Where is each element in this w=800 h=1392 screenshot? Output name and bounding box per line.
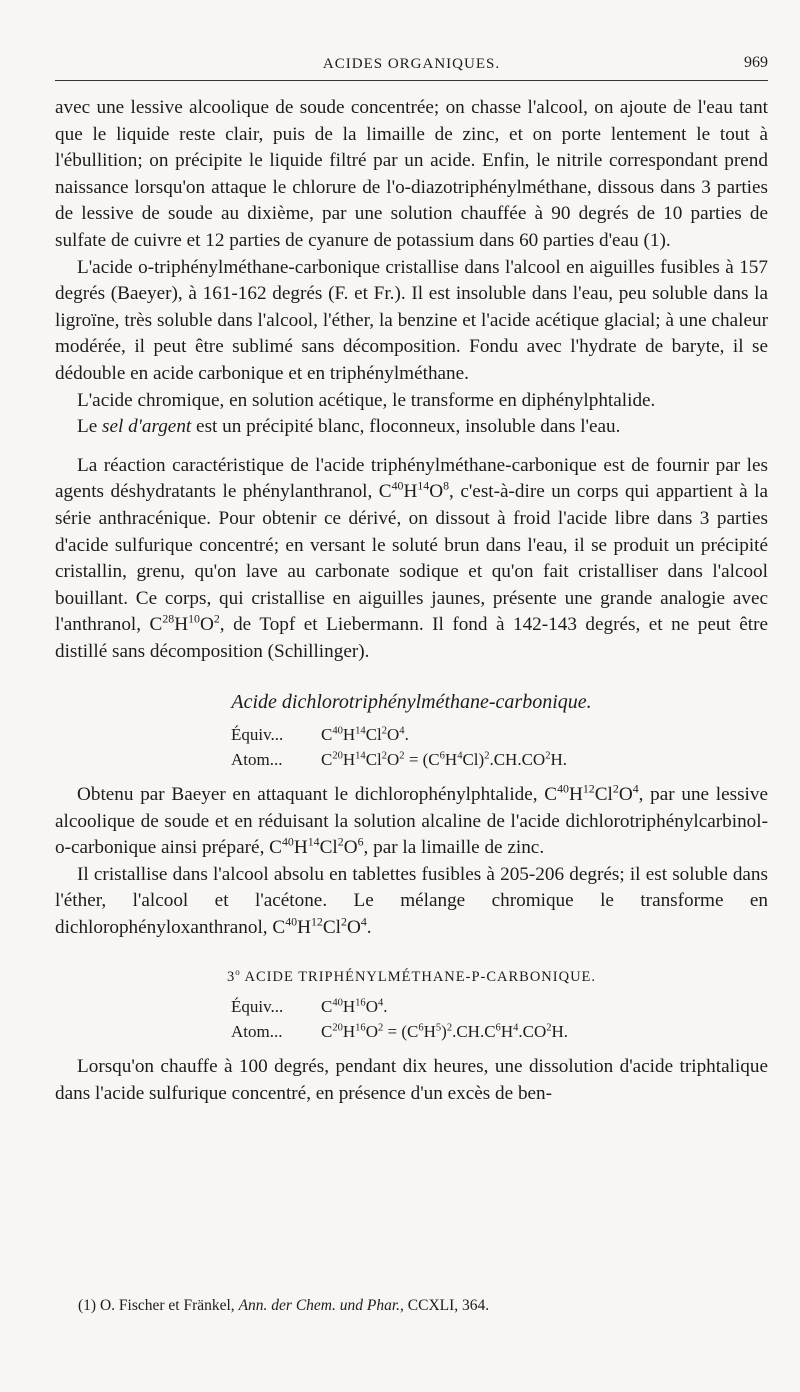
- formula-equiv: Équiv... $C^{40}H^{14}Cl^2O^4$.: [231, 725, 409, 745]
- paragraph-7: Il cristallise dans l'alcool absolu en tablettes fusibles à 205-206 degrés; il est soluble dans l'éther, l'alcool et l'acétone. Le mélange chromique le transforme en dichlorophényloxanthranol, $C^{40}H^{12}Cl^2O^4$.: [55, 863, 768, 939]
- section-title-triphenyl-p: 3$^o$ ACIDE TRIPHÉNYLMÉTHANE-P-CARBONIQUE.: [226, 966, 597, 985]
- formula-atom: Atom... $C^{20}H^{14}Cl^2O^2 = (C^6H^4Cl)^2.CH.CO^2H$.: [231, 750, 567, 770]
- page-number: 969: [744, 54, 768, 71]
- paragraph-4: Le sel d'argent est un précipité blanc, floconneux, insoluble dans l'eau.: [77, 416, 621, 438]
- paragraph-8: Lorsqu'on chauffe à 100 degrés, pendant dix heures, une dissolution d'acide triphtalique dans l'acide sulfurique concentré, en présence d'un excès de ben-: [55, 1056, 768, 1104]
- page-header: [55, 52, 768, 81]
- formula-equiv: Équiv... $C^{40}H^{16}O^4$.: [231, 997, 388, 1017]
- formula-block-dichloro: [231, 722, 768, 772]
- formula-atom: Atom... $C^{20}H^{16}O^2 = (C^6H^5)^2.CH.C^6H^4.CO^2H$.: [231, 1022, 569, 1042]
- paragraph-5: La réaction caractéristique de l'acide triphénylméthane-carbonique est de fournir par les agents déshydratants le phénylanthranol, $C^{40}H^{14}O^8$, c'est-à-dire un corps qui appartient à la série anthracénique. Pour obtenir ce dérivé, on dissout à froid l'acide libre dans 3 parties d'acide sulfurique concentré; en versant le soluté brun dans l'eau, il se produit un précipité cristallin, grenu, qu'on lave au carbonate sodique et qu'on fait cristalliser dans l'alcool bouillant. Ce corps, qui cristallise en aiguilles jaunes, présente une grande analogie avec l'anthranol, $C^{28}H^{10}O^2$, de Topf et Liebermann. Il fond à 142-143 degrés, et ne peut être distillé sans décomposition (Schillinger).: [55, 454, 769, 662]
- paragraph-6: Obtenu par Baeyer en attaquant le dichlorophénylphtalide, $C^{40}H^{12}Cl^2O^4$, par une lessive alcoolique de soude et en réduisant la solution alcaline de l'acide dichlorotriphénylcarbinol-o-carbonique ainsi préparé, $C^{40}H^{14}Cl^2O^6$, par la limaille de zinc.: [55, 781, 768, 859]
- paragraph-2: L'acide o-triphénylméthane-carbonique cristallise dans l'alcool en aiguilles fusibles à 157 degrés (Baeyer), à 161-162 degrés (F. et Fr.). Il est insoluble dans l'eau, peu soluble dans la ligroïne, très soluble dans l'alcool, l'éther, la benzine et l'acide acétique glacial; à une chaleur modérée, il peut être sublimé sans décomposition. Fondu avec l'hydrate de baryte, il se dédouble en acide carbonique et en triphénylméthane.: [55, 256, 768, 384]
- emphasis-sel-argent: sel d'argent: [102, 416, 192, 438]
- section-title-dichloro: Acide dichlorotriphénylméthane-carbonique.: [231, 691, 592, 714]
- footnote: (1) O. Fischer et Fränkel, Ann. der Chem. und Phar., CCXLI, 364.: [78, 1297, 490, 1314]
- paragraph-1: avec une lessive alcoolique de soude concentrée; on chasse l'alcool, on ajoute de l'eau tant que le liquide reste clair, puis de la limaille de zinc, et on porte lentement le tout à l'ébullition; on précipite le liquide filtré par un acide. Enfin, le nitrile correspondant prend naissance lorsqu'on attaque le chlorure de l'o-diazotriphénylméthane, dissous dans 3 parties de lessive de soude au dixième, par une solution chauffée à 90 degrés de 10 parties de sulfate de cuivre et 12 parties de cyanure de potassium dans 60 parties d'eau (1).: [55, 97, 768, 251]
- paragraph-3: L'acide chromique, en solution acétique, le transforme en diphénylphtalide.: [77, 389, 656, 411]
- footnote-journal: Ann. der Chem. und Phar.: [238, 1297, 401, 1314]
- footnote-marker: (1): [78, 1297, 97, 1314]
- formula-block-triphenyl-p: [231, 994, 768, 1044]
- body-text: [55, 95, 768, 1107]
- running-title: ACIDES ORGANIQUES.: [322, 56, 501, 72]
